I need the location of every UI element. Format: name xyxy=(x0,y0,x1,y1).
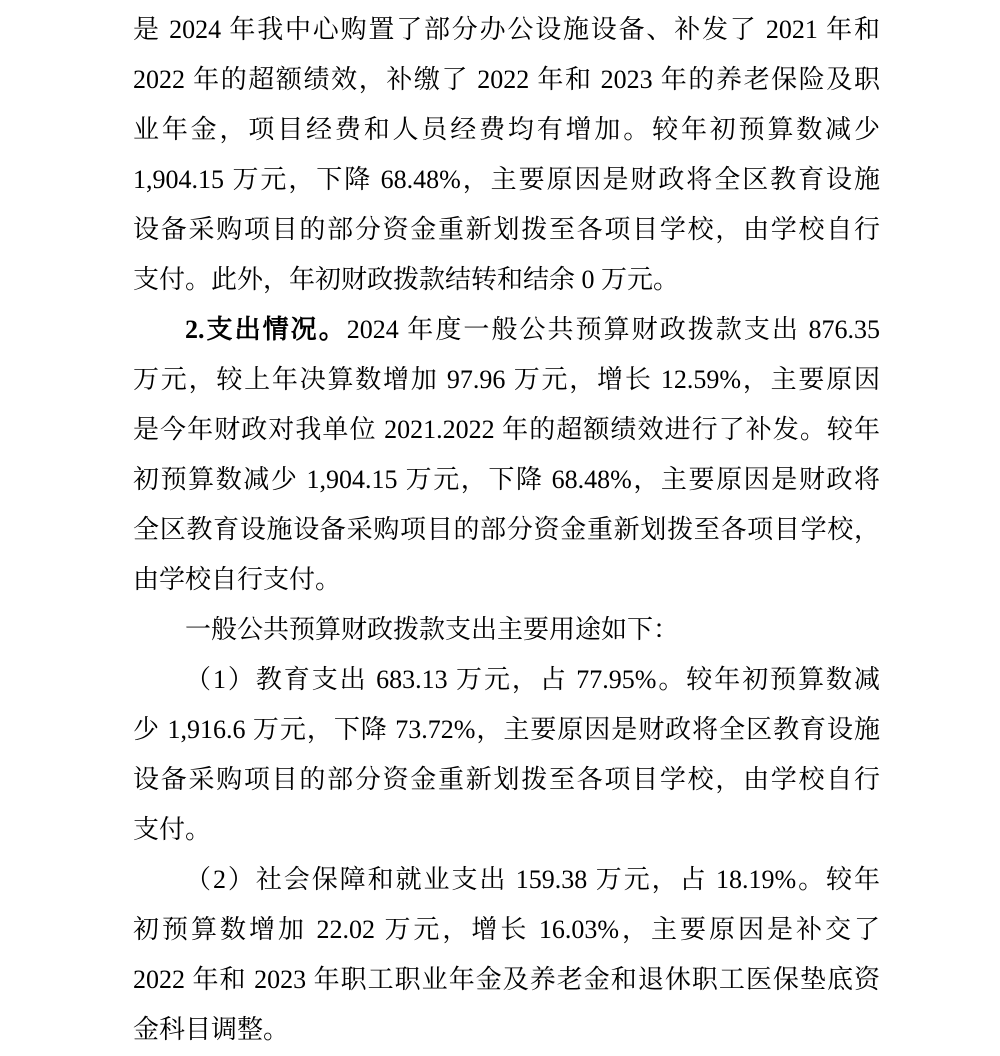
text-line: 全区教育设施设备采购项目的部分资金重新划拨至各项目学校， xyxy=(133,515,880,544)
document-body xyxy=(133,5,880,1055)
text-line: 是今年财政对我单位 2021.2022 年的超额绩效进行了补发。较年 xyxy=(133,415,880,444)
text-line: 设备采购项目的部分资金重新划拨至各项目学校，由学校自行 xyxy=(133,215,880,244)
text-line: 初预算数增加 22.02 万元，增长 16.03%，主要原因是补交了 xyxy=(133,915,880,944)
text-line: （1）教育支出 683.13 万元，占 77.95%。较年初预算数减 xyxy=(185,665,880,694)
text-line: 是 2024 年我中心购置了部分办公设施设备、补发了 2021 年和 xyxy=(133,15,880,44)
section-heading: 2.支出情况。 xyxy=(185,315,347,344)
text-line: 少 1,916.6 万元，下降 73.72%，主要原因是财政将全区教育设施 xyxy=(133,715,880,744)
text-line: 业年金，项目经费和人员经费均有增加。较年初预算数减少 xyxy=(133,115,880,144)
text-line: 由学校自行支付。 xyxy=(133,565,342,594)
text-line: 2.支出情况。2024 年度一般公共预算财政拨款支出 876.35 xyxy=(185,315,880,344)
text-line: （2）社会保障和就业支出 159.38 万元，占 18.19%。较年 xyxy=(185,865,880,894)
text-line: 1,904.15 万元，下降 68.48%，主要原因是财政将全区教育设施 xyxy=(133,165,880,194)
text-line: 万元，较上年决算数增加 97.96 万元，增长 12.59%，主要原因 xyxy=(133,365,880,394)
text-line: 2022 年的超额绩效，补缴了 2022 年和 2023 年的养老保险及职 xyxy=(133,65,880,94)
text-line: 一般公共预算财政拨款支出主要用途如下： xyxy=(185,615,680,644)
text-line: 2022 年和 2023 年职工职业年金及养老金和退休职工医保垫底资 xyxy=(133,965,880,994)
text-line: 初预算数减少 1,904.15 万元，下降 68.48%，主要原因是财政将 xyxy=(133,465,880,494)
text-line: 支付。 xyxy=(133,815,212,844)
text-line: 设备采购项目的部分资金重新划拨至各项目学校，由学校自行 xyxy=(133,765,880,794)
text-line: 支付。此外，年初财政拨款结转和结余 0 万元。 xyxy=(133,265,680,294)
text-line: 金科目调整。 xyxy=(133,1015,290,1044)
